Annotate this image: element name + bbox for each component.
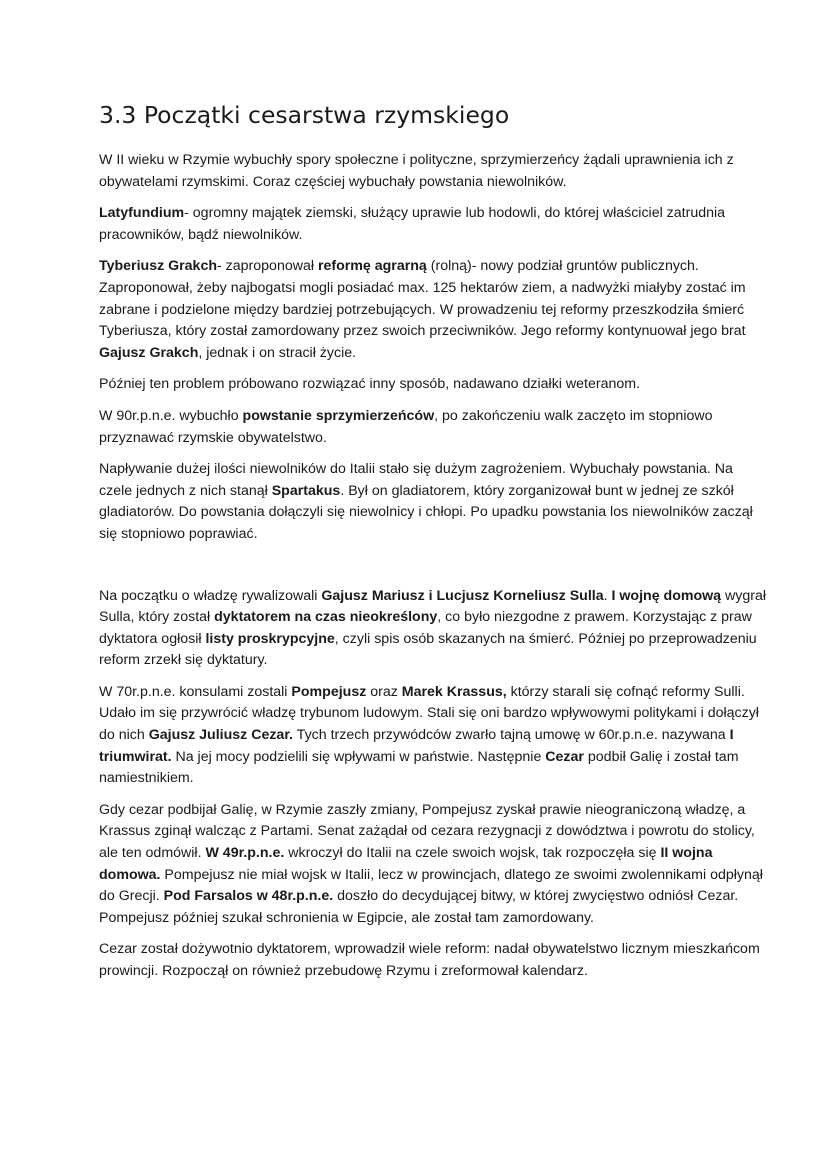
text-run: , co było niezgodne z prawem. Korzystając z praw dyktatora ogłosił xyxy=(99,609,752,647)
paragraph xyxy=(99,459,768,545)
text-run: oraz xyxy=(366,683,402,700)
bold-term: Latyfundium xyxy=(99,205,185,222)
paragraph xyxy=(99,682,768,790)
text-run: doszło do decydującej bitwy, w której zwycięstwo odniósł Cezar. Pompejusz później szukał schronienia w Egipcie, ale został tam zamordowany. xyxy=(99,888,739,926)
paragraph xyxy=(99,800,768,930)
text-run: . Był on gladiatorem, który zorganizował bunt w jednej ze szkół gladiatorów. Do powstania dołączyli się niewolnicy i chłopi. Po upadku powstania los niewolników zaczął się stopniowo poprawiać. xyxy=(99,482,753,542)
text-run: Napływanie dużej ilości niewolników do Italii stało się dużym zagrożeniem. Wybuchały powstania. Na czele jednych z nich stanął xyxy=(99,461,733,499)
text-run: Później ten problem próbowano rozwiązać inny sposób, nadawano działki weteranom. xyxy=(99,376,641,393)
bold-term: powstanie sprzymierzeńców xyxy=(242,407,435,424)
text-run: Na jej mocy podzielili się wpływami w państwie. Następnie xyxy=(171,748,546,765)
text-run: W 90r.p.n.e. wybuchło xyxy=(99,407,243,424)
bold-term: Gajusz Juliusz Cezar. xyxy=(148,727,293,744)
bold-term: Marek Krassus, xyxy=(401,683,507,700)
bold-term: listy proskrypcyjne xyxy=(205,630,335,647)
bold-term: dyktatorem na czas nieokreślony xyxy=(214,609,438,626)
text-run: W II wieku w Rzymie wybuchły spory społeczne i polityczne, sprzymierzeńcy żądali uprawnienia ich z obywatelami rzymskimi. Coraz częściej wybuchały powstania niewolników. xyxy=(99,152,734,190)
bold-term: Tyberiusz Grakch xyxy=(99,258,218,275)
document-body xyxy=(99,150,768,983)
bold-term: Gajusz Grakch xyxy=(99,344,199,361)
text-run: (rolną)- nowy podział gruntów publicznych. Zaproponował, żeby najbogatsi mogli posiadać max. 125 hektarów ziem, a nadwyżki miałyby zostać im zabrane i podzielone między bardziej potrzebujących. W prowadzeniu tej reformy przeszkodziła śmierć Tyberiusza, który został zamordowany przez swoich przeciwników. Jego reformy kontynuował jego brat xyxy=(99,258,746,340)
bold-term: Gajusz Mariusz i Lucjusz Korneliusz Sulla xyxy=(321,587,604,604)
bold-term: Cezar xyxy=(545,748,584,765)
text-run: - ogromny majątek ziemski, służący uprawie lub hodowli, do której właściciel zatrudnia pracowników, bądź niewolników. xyxy=(99,205,726,243)
text-run: , jednak i on stracił życie. xyxy=(198,344,357,361)
bold-term: I wojnę domową xyxy=(611,587,722,604)
text-run: Cezar został dożywotnio dyktatorem, wprowadził wiele reform: nadał obywatelstwo licznym mieszkańcom prowincji. Rozpoczął on również przebudowę Rzymu i zreformował kalendarz. xyxy=(99,941,760,979)
bold-term: W 49r.p.n.e. xyxy=(205,845,285,862)
bold-term: Spartakus xyxy=(271,482,341,499)
text-run: którzy starali się cofnąć reformy Sulli. Udało im się przywrócić władzę trybunom ludowym. Stali się oni bardzo wpływowymi politykami i dołączył do nich xyxy=(99,683,759,744)
bold-term: I triumwirat. xyxy=(99,727,734,765)
paragraph xyxy=(99,256,768,364)
paragraph xyxy=(99,406,768,449)
text-run: W 70r.p.n.e. konsulami zostali xyxy=(99,683,292,700)
text-run: Tych trzech przywódców zwarło tajną umowę w 60r.p.n.e. nazywana xyxy=(293,727,730,744)
text-run: Pompejusz nie miał wojsk w Italii, lecz w prowincjach, dlatego ze swoimi zwolennikami odpłynął do Grecji. xyxy=(99,866,763,905)
bold-term: reformę agrarną xyxy=(317,258,427,275)
paragraph xyxy=(99,203,768,246)
paragraph xyxy=(99,939,768,982)
text-run: . xyxy=(603,587,612,604)
bold-term: II wojna domowa. xyxy=(99,845,713,883)
bold-term: Pod Farsalos w 48r.p.n.e. xyxy=(163,888,334,905)
text-run: podbił Galię i został tam namiestnikiem. xyxy=(99,748,739,787)
text-run: Na początku o władzę rywalizowali xyxy=(99,587,322,604)
text-run: , czyli spis osób skazanych na śmierć. Później po przeprowadzeniu reform zrzekł się dyktatury. xyxy=(99,630,757,669)
text-run: wkroczył do Italii na czele swoich wojsk, tak rozpoczęła się xyxy=(284,845,661,862)
page-title: 3.3 Początki cesarstwa rzymskiego xyxy=(99,101,510,129)
bold-term: Pompejusz xyxy=(291,683,367,700)
paragraph xyxy=(99,150,768,193)
paragraph xyxy=(99,374,768,396)
text-run: - zaproponował xyxy=(217,258,318,275)
paragraph xyxy=(99,586,768,672)
text-run: Gdy cezar podbijał Galię, w Rzymie zaszły zmiany, Pompejusz zyskał prawie nieograniczoną władzę, a Krassus zginął walcząc z Partami. Senat zażądał od cezara rezygnacji z dowództwa i powrotu do stolicy, ale ten odmówił. xyxy=(99,801,755,862)
text-run: , po zakończeniu walk zaczęto im stopniowo przyznawać rzymskie obywatelstwo. xyxy=(99,407,713,446)
text-run: wygrał Sulla, który został xyxy=(99,587,767,626)
